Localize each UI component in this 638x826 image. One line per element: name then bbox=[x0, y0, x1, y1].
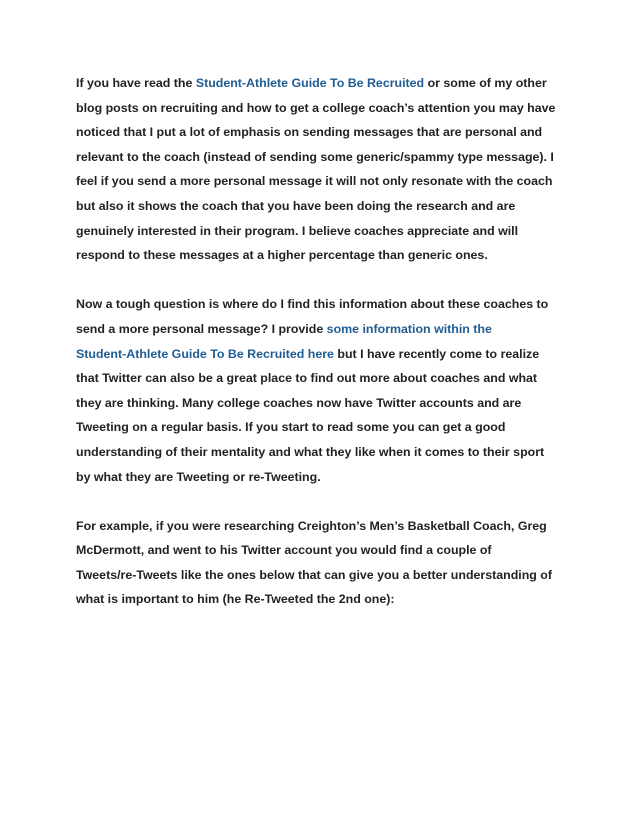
text-segment: noticed that I put a lot of emphasis on sending messages that are personal and bbox=[76, 125, 543, 140]
text-segment: genuinely interested in their program. I believe coaches appreciate and will bbox=[76, 223, 519, 238]
text-segment: respond to these messages at a higher percentage than generic ones. bbox=[76, 248, 488, 263]
text-segment: If you have read the bbox=[76, 76, 196, 90]
inline-link[interactable]: Student-Athlete Guide To Be Recruited here bbox=[76, 346, 334, 361]
text-segment: or some of my other bbox=[424, 76, 547, 90]
text-line bbox=[76, 465, 576, 490]
text-segment: Tweeting on a regular basis. If you start to read some you can get a good bbox=[76, 420, 506, 435]
text-line bbox=[76, 71, 576, 96]
inline-link[interactable]: some information within the bbox=[326, 321, 492, 336]
text-line bbox=[76, 169, 576, 194]
text-line bbox=[76, 145, 576, 170]
text-line bbox=[76, 317, 576, 342]
text-segment: that Twitter can also be a great place to find out more about coaches and what bbox=[76, 371, 538, 386]
text-segment: understanding of their mentality and what they like when it comes to their sport bbox=[76, 444, 545, 459]
text-line bbox=[76, 120, 576, 145]
paragraph bbox=[76, 514, 576, 612]
paragraph bbox=[76, 292, 576, 489]
text-segment: send a more personal message? I provide bbox=[76, 321, 327, 336]
text-segment: feel if you send a more personal message it will not only resonate with the coach bbox=[76, 174, 553, 189]
text-line bbox=[76, 292, 576, 317]
text-segment: but I have recently come to realize bbox=[333, 346, 540, 361]
document-body bbox=[76, 71, 576, 637]
text-segment: blog posts on recruiting and how to get a college coach’s attention you may have bbox=[76, 100, 556, 115]
text-segment: Now a tough question is where do I find this information about these coaches to bbox=[76, 297, 549, 312]
text-line bbox=[76, 440, 576, 465]
text-segment: but also it shows the coach that you have been doing the research and are bbox=[76, 198, 516, 213]
text-line bbox=[76, 391, 576, 416]
text-segment: For example, if you were researching Creighton’s Men’s Basketball Coach, Greg bbox=[76, 518, 547, 533]
text-segment: by what they are Tweeting or re-Tweeting. bbox=[76, 469, 321, 484]
text-segment: McDermott, and went to his Twitter account you would find a couple of bbox=[76, 543, 492, 558]
inline-link[interactable]: Student-Athlete Guide To Be Recruited bbox=[195, 76, 425, 90]
text-line bbox=[76, 587, 576, 612]
text-segment: what is important to him (he Re-Tweeted the 2nd one): bbox=[76, 592, 395, 607]
text-segment: they are thinking. Many college coaches now have Twitter accounts and are bbox=[76, 395, 522, 410]
text-line bbox=[76, 514, 576, 539]
text-line bbox=[76, 243, 576, 268]
text-line bbox=[76, 342, 576, 367]
text-line bbox=[76, 538, 576, 563]
text-line bbox=[76, 415, 576, 440]
text-line bbox=[76, 219, 576, 244]
text-line bbox=[76, 366, 576, 391]
text-line bbox=[76, 563, 576, 588]
text-segment: Tweets/re-Tweets like the ones below that can give you a better understanding of bbox=[76, 567, 552, 582]
text-line bbox=[76, 96, 576, 121]
paragraph bbox=[76, 71, 576, 268]
text-segment: relevant to the coach (instead of sending some generic/spammy type message). I bbox=[76, 149, 554, 164]
text-line bbox=[76, 194, 576, 219]
